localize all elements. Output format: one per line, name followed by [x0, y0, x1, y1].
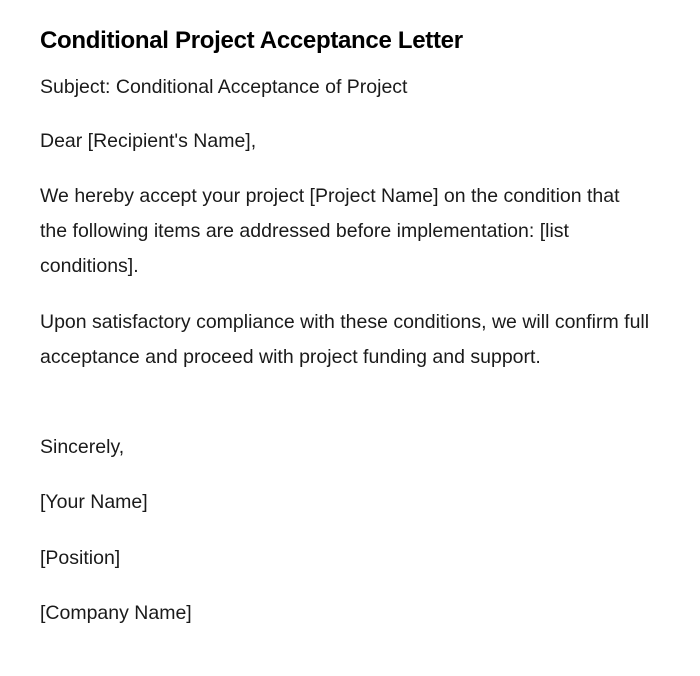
- letter-subject: Subject: Conditional Acceptance of Project: [40, 76, 408, 98]
- letter-closing: Sincerely,: [40, 436, 125, 458]
- letter-greeting: Dear [Recipient's Name],: [40, 130, 257, 152]
- signature-position: [Position]: [40, 547, 121, 569]
- signature-company: [Company Name]: [40, 602, 192, 624]
- letter-body-paragraph-2: Upon satisfactory compliance with these conditions, we will confirm full acceptance and proceed with project funding and support.: [40, 311, 650, 368]
- signature-name: [Your Name]: [40, 491, 148, 513]
- letter-body-paragraph-1: We hereby accept your project [Project Name] on the condition that the following items are addressed before implementation: [list conditions].: [40, 185, 620, 277]
- letter-title: Conditional Project Acceptance Letter: [40, 27, 463, 54]
